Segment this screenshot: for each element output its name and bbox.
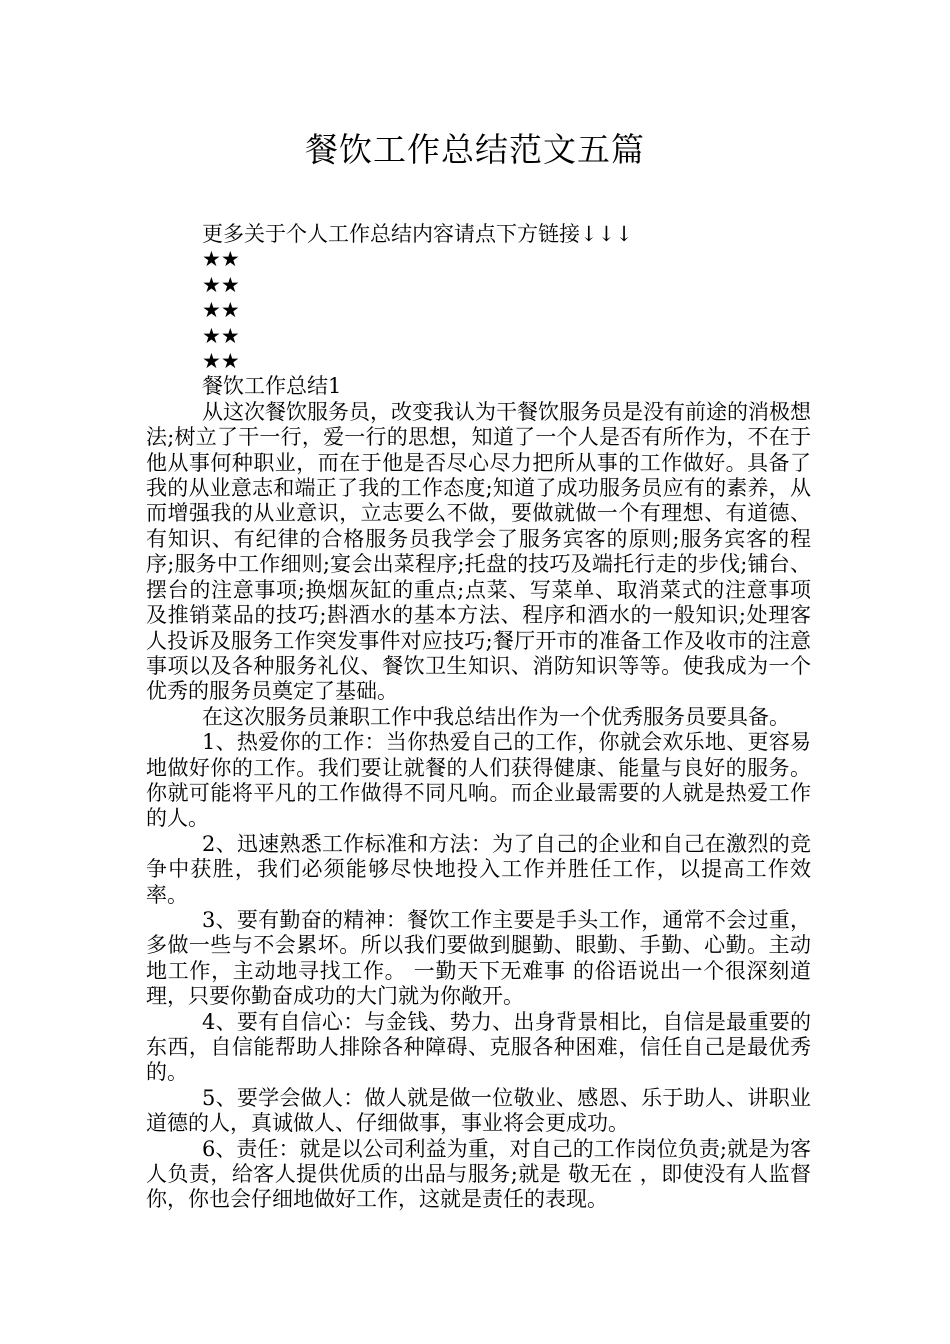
paragraph: 在这次服务员兼职工作中我总结出作为一个优秀服务员要具备。 (202, 704, 790, 729)
star-row: ★★ (202, 247, 240, 272)
star-row: ★★ (202, 272, 240, 297)
star-row: ★★ (202, 323, 240, 348)
link-prompt[interactable]: 更多关于个人工作总结内容请点下方链接↓↓↓ (202, 222, 633, 246)
paragraph: 从这次餐饮服务员，改变我认为干餐饮服务员是没有前途的消极想法;树立了干一行，爱一行的思想，知道了一个人是否有所作为，不在于他从事何种职业，而在于他是否尽心尽力把所从事的工作做好。具备了我的从业意志和端正了我的工作态度;知道了成功服务员应有的素养，从而增强我的从业意识，立志要么不做，要做就做一个有理想、有道德、有知识、有纪律的合格服务员我学会了服务宾客的原则;服务宾客的程序;服务中工作细则;宴会出菜程序;托盘的技巧及端托行走的步伐;铺台、摆台的注意事项;换烟灰缸的重点;点菜、写菜单、取消菜式的注意事项及推销菜品的技巧;斟酒水的基本方法、程序和酒水的一般知识;处理客人投诉及服务工作突发事件对应技巧;餐厅开市的准备工作及收市的注意事项以及各种服务礼仪、餐饮卫生知识、消防知识等等。使我成为一个优秀的服务员奠定了基础。 (146, 399, 811, 704)
paragraph: 5、要学会做人：做人就是做一位敬业、感恩、乐于助人、讲职业道德的人，真诚做人、仔细做事，事业将会更成功。 (146, 1085, 811, 1136)
document-body (146, 222, 811, 1213)
paragraph: 1、热爱你的工作：当你热爱自己的工作，你就会欢乐地、更容易地做好你的工作。我们要让就餐的人们获得健康、能量与良好的服务。你就可能将平凡的工作做得不同凡响。而企业最需要的人就是热爱工作的人。 (146, 730, 811, 831)
paragraph: 4、要有自信心：与金钱、势力、出身背景相比，自信是最重要的东西，自信能帮助人排除各种障碍、克服各种困难，信任自己是最优秀的。 (146, 1009, 811, 1085)
paragraph: 2、迅速熟悉工作标准和方法：为了自己的企业和自己在激烈的竞争中获胜，我们必须能够尽快地投入工作并胜任工作，以提高工作效率。 (146, 831, 811, 907)
section-heading: 餐饮工作总结1 (202, 374, 342, 399)
star-row: ★★ (202, 349, 240, 374)
paragraph: 6、责任：就是以公司利益为重，对自己的工作岗位负责;就是为客人负责，给客人提供优质的出品与服务;就是 敬无在 ，即使没有人监督你，你也会仔细地做好工作，这就是责任的表现。 (146, 1136, 811, 1212)
star-row: ★★ (202, 298, 240, 323)
paragraph: 3、要有勤奋的精神：餐饮工作主要是手头工作，通常不会过重，多做一些与不会累坏。所以我们要做到腿勤、眼勤、手勤、心勤。主动地工作，主动地寻找工作。 一勤天下无难事 的俗语说出一个很深刻道理，只要你勤奋成功的大门就为你敞开。 (146, 907, 811, 1009)
document-title: 餐饮工作总结范文五篇 (305, 130, 645, 169)
